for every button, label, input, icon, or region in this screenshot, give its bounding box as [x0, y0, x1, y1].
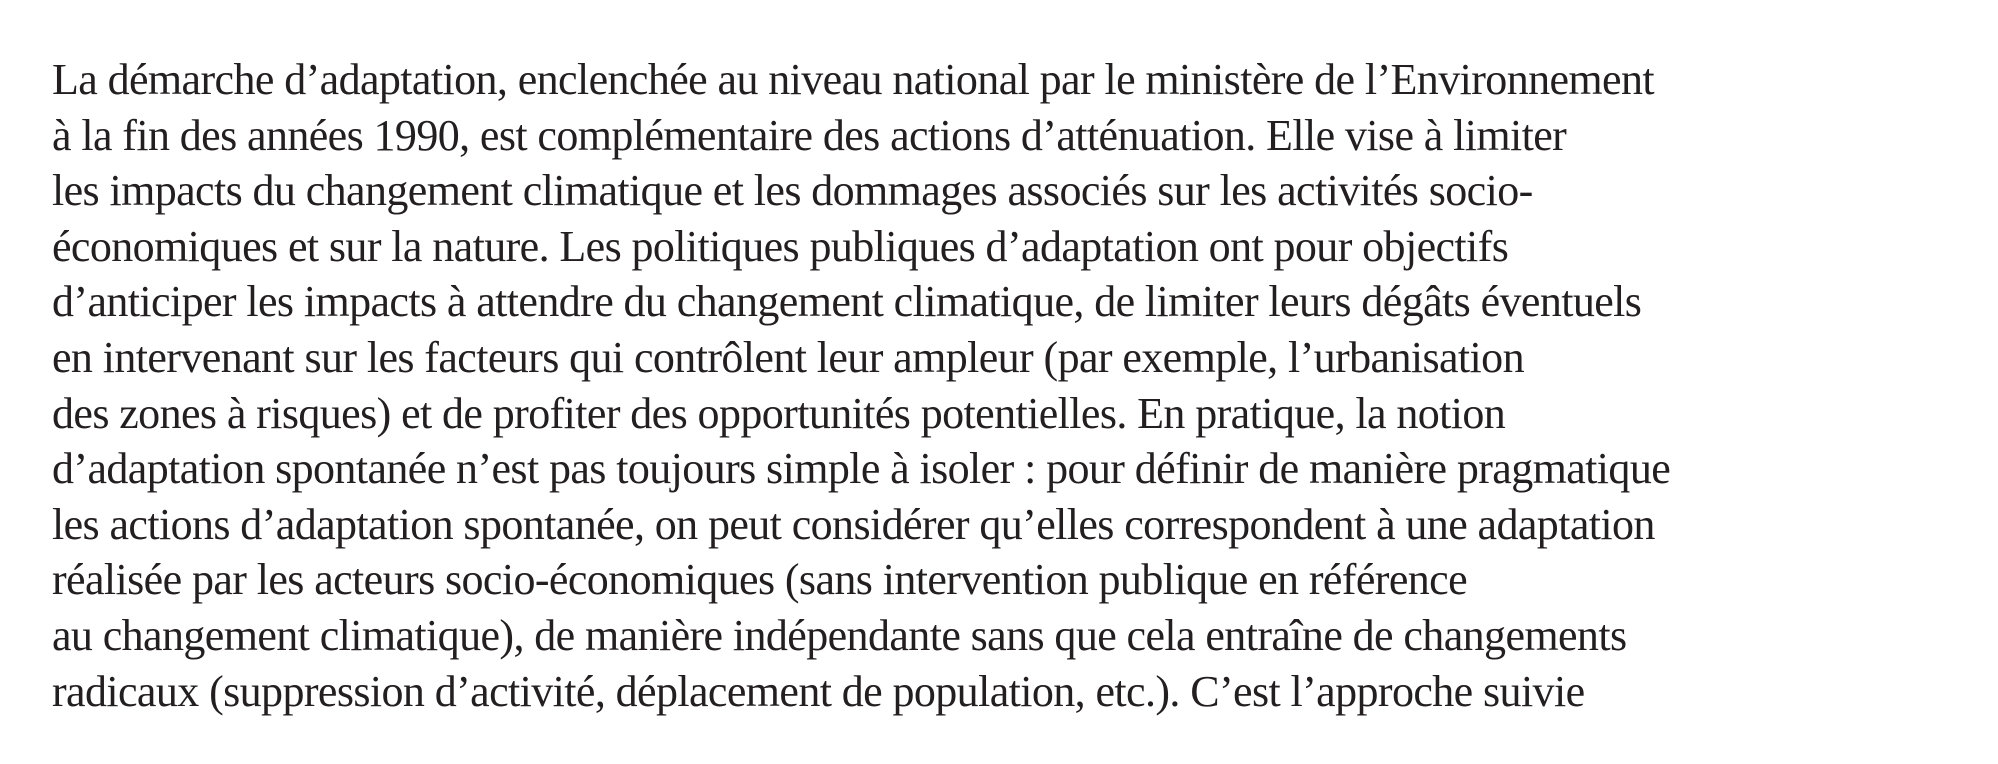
text-line: à la fin des années 1990, est complémentaire des actions d’atténuation. Elle vise à limiter [52, 110, 1567, 160]
text-line: économiques et sur la nature. Les politiques publiques d’adaptation ont pour objectifs [52, 221, 1509, 271]
text-line: au changement climatique), de manière indépendante sans que cela entraîne de changements [52, 610, 1627, 660]
text-line: les actions d’adaptation spontanée, on peut considérer qu’elles correspondent à une adaptation [52, 499, 1655, 549]
text-line: La démarche d’adaptation, enclenchée au niveau national par le ministère de l’Environnement [52, 55, 1654, 104]
text-line: en intervenant sur les facteurs qui contrôlent leur ampleur (par exemple, l’urbanisation [52, 332, 1524, 382]
text-line: d’anticiper les impacts à attendre du changement climatique, de limiter leurs dégâts éventuels [52, 277, 1642, 327]
body-paragraph [52, 52, 1670, 719]
text-line: radicaux (suppression d’activité, déplacement de population, etc.). C’est l’approche suivie [52, 666, 1585, 716]
text-line: réalisée par les acteurs socio-économiques (sans intervention publique en référence [52, 555, 1468, 605]
text-line: des zones à risques) et de profiter des opportunités potentielles. En pratique, la notion [52, 388, 1506, 438]
text-line: d’adaptation spontanée n’est pas toujours simple à isoler : pour définir de manière pragmatique [52, 444, 1671, 494]
text-line: les impacts du changement climatique et les dommages associés sur les activités socio- [52, 166, 1533, 216]
